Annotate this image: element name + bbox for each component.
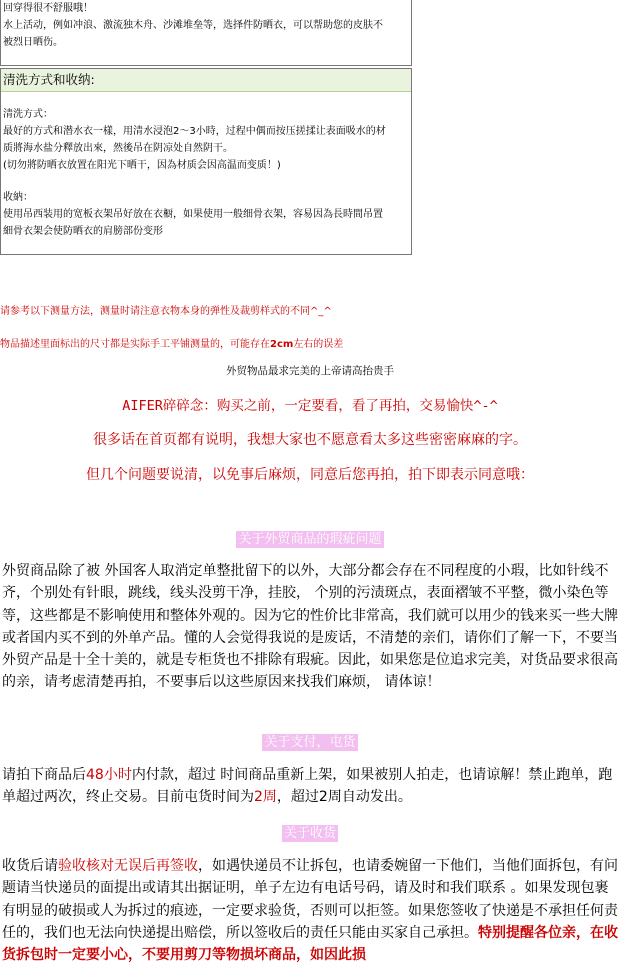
- receipt-text-3: ，如遇快递员不让拆包，也请委婉留一下他们，当他们面拆包，有问题请当快递员的面提出或请其出据证明，单子左边有电话号码，请及时和我们联系 。如果发现包裹有明显的破损或人为拆过的痕迹，一定要求验货，否则可以拒签。如果您签收了快递是不承担任何责任的，我们也无法向快递提出赔偿，所以签收后的责任只能由买家自己承担。: [2, 858, 618, 941]
- section-receipt-text: [0, 855, 620, 966]
- section-flaws-text: 外贸商品除了被 外国客人取消定单整批留下的以外，大部分都会存在不同程度的小瑕，比如针线不齐，个别处有针眼，跳线，线头没剪干净，挂胶， 个别的污渍斑点，表面褶皱不平整，微小染色等等，这些都是不影响使用和整体外观的。因为它的性价比非常高，我们就可以用少的钱来买一些大牌或者国内买不到的外单产品。懂的人会觉得我说的是废话，不清楚的亲们，请你们了解一下，不要当外贸产品是十全十美的，就是专柜货也不排除有瑕疵。因此，如果您是位追求完美，对货品要求很高的亲，请考虑清楚再拍，不要事后以这些原因来找我们麻烦， 请体谅！: [2, 563, 618, 691]
- intro-line-1: 回穿得很不舒服哦！: [3, 3, 93, 14]
- header-line-3: 很多话在首页都有说明，我想大家也不愿意看太多这些密密麻麻的字。: [93, 432, 527, 448]
- size-tip: [0, 335, 343, 350]
- section-payment-title-text: 关于支付，屯货: [264, 735, 356, 750]
- care-box: [0, 68, 412, 255]
- section-payment-text: [0, 764, 620, 809]
- intro-line-2: 水上活动，例如冲浪、激流独木舟、沙滩堆垒等，选择件防晒衣，可以帮助您的皮肤不: [3, 20, 383, 31]
- header-line-2: AIFER碎碎念：购买之前，一定要看，看了再拍，交易愉快^-^: [122, 398, 498, 414]
- receipt-check: 验收核对无误后再签收: [58, 858, 198, 874]
- wash-line-1: 最好的方式和潜水衣一樣，用清水浸泡2～3小時，过程中偶而按压搓揉让表面吸水的材: [3, 126, 386, 137]
- section-receipt-title: [0, 822, 620, 841]
- intro-line-3: 被烈日晒伤。: [3, 37, 63, 48]
- header-line-1: 外贸物品最求完美的上帝请高抬贵手: [226, 365, 394, 377]
- payment-2weeks: 2周: [254, 789, 277, 806]
- care-heading: 清洗方式和收纳:: [1, 69, 411, 92]
- wash-title: 清洗方式：: [3, 109, 53, 120]
- payment-text-5: ，超过2周自动发出。: [276, 789, 412, 806]
- receipt-text-1: 收货后请: [2, 858, 58, 874]
- size-tip-bold: 2cm: [270, 339, 294, 350]
- size-tip-pre: 物品描述里面标出的尺寸都是实际手工平铺测量的，可能存在: [0, 339, 270, 350]
- payment-text-1: 请拍下商品后: [2, 767, 86, 783]
- payment-text-3: 内付款，超过 时间商品重新上架，如果被别人拍走，也请谅解！禁止跑单，跑单超过两次，终止交易。目前屯货时间为: [2, 767, 613, 806]
- store-line-2: 細骨衣架会使防晒衣的肩膀部份变形: [3, 226, 163, 237]
- store-line-1: 使用吊西装用的宽板衣架吊好放在衣橱，如果使用一般细骨衣架，容易因為長時間吊置: [3, 209, 383, 220]
- intro-box: [0, 0, 412, 66]
- section-flaws-title-text: 关于外贸商品的瑕疵问题: [238, 532, 382, 547]
- section-payment-title: [0, 731, 620, 750]
- wash-line-2: 质將海水盐分釋放出來，然後吊在阴凉处自然阴干。: [3, 143, 233, 154]
- payment-48h: 48小时: [86, 767, 132, 783]
- receipt-warning: 特别提醒各位亲，在收 货拆包时一定要小心，不要用剪刀等物损坏商品，如因此损: [2, 924, 618, 964]
- header-line-4: 但几个问题要说清，以免事后麻烦，同意后您再拍，拍下即表示同意哦：: [86, 467, 534, 483]
- wash-line-3: (切勿將防晒衣放置在阳光下晒干，因為材质会因高温而变质！): [3, 160, 281, 171]
- measure-tip: 请参考以下测量方法，测量时请注意衣物本身的弹性及裁剪样式的不同^_^: [0, 306, 332, 317]
- section-flaws-title: [0, 528, 620, 547]
- section-receipt-title-text: 关于收货: [283, 826, 336, 841]
- size-tip-post: 左右的误差: [293, 339, 344, 350]
- store-title: 收納：: [3, 192, 33, 203]
